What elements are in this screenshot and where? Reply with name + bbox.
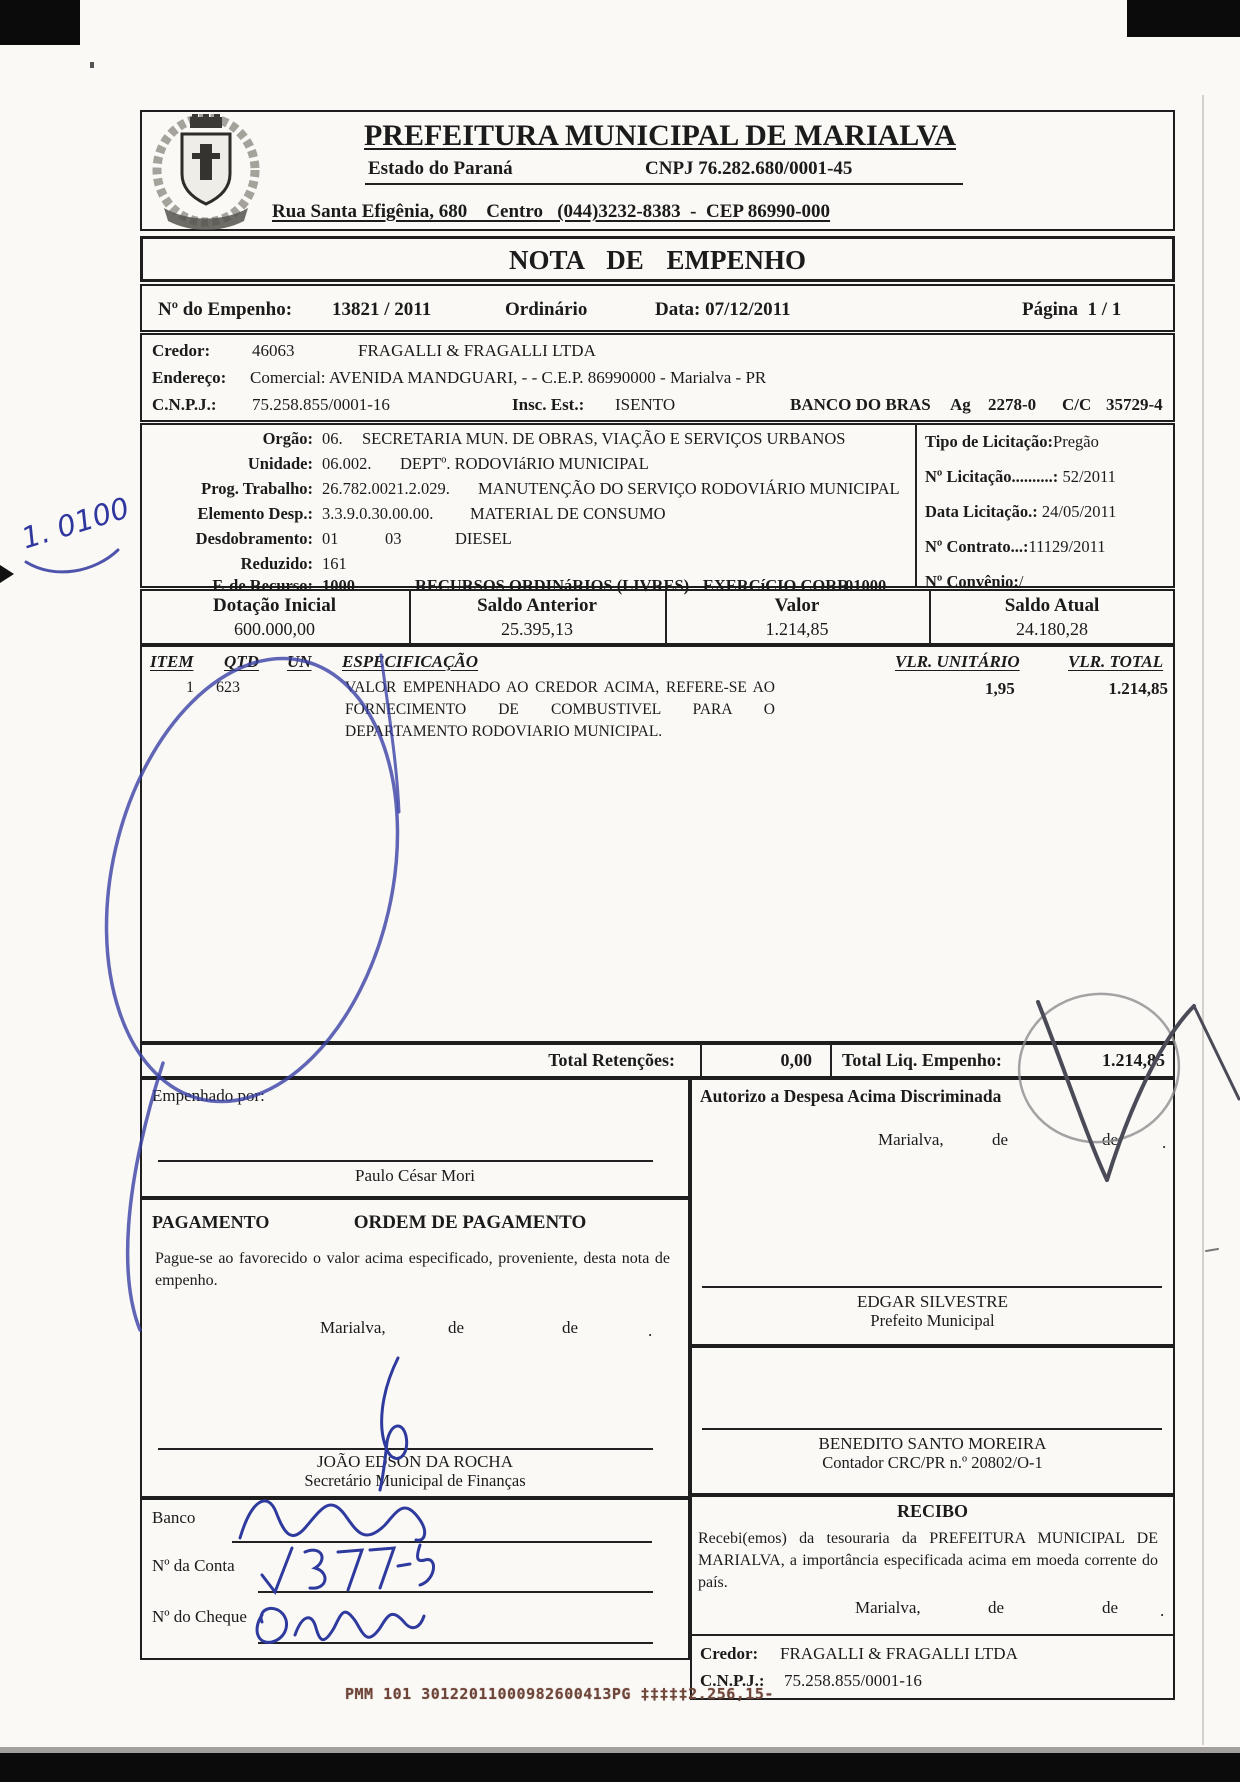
contador-nome: BENEDITO SANTO MOREIRA xyxy=(818,1434,1047,1453)
header-state-label: Estado do Paraná xyxy=(368,158,513,179)
autorizo-de1: de xyxy=(992,1130,1009,1149)
recibo-title: RECIBO xyxy=(896,1501,968,1521)
credor-label: Credor: xyxy=(152,341,211,360)
contrato-row xyxy=(925,538,1106,557)
prefeito-nome: EDGAR SILVESTRE xyxy=(857,1292,1008,1311)
banco-label: Banco xyxy=(152,1508,196,1527)
orcamento-divider xyxy=(915,423,917,588)
recibo-cnpj-value: 75.258.855/0001-16 xyxy=(784,1671,922,1690)
col-vlr-unitario-header: VLR. UNITÁRIO xyxy=(895,652,1020,671)
scan-artifact-left-arrow xyxy=(0,565,14,583)
valor-label: Valor xyxy=(774,595,820,616)
prog-trabalho-code: 26.782.0021.2.029. xyxy=(322,479,450,498)
empenhado-por-label: Empenhado por: xyxy=(152,1086,265,1105)
endereco-label: Endereço: xyxy=(152,368,227,387)
contrato-label: Nº Contrato...: xyxy=(925,537,1029,556)
document-title: NOTA DE EMPENHO xyxy=(508,245,807,275)
col-item-header: ITEM xyxy=(150,652,194,671)
desdobramento-code2: 03 xyxy=(385,529,402,548)
saldo-anterior-value: 25.395,13 xyxy=(501,619,573,639)
insc-value: ISENTO xyxy=(615,395,676,414)
recibo-credor-label: Credor: xyxy=(700,1644,759,1663)
total-liq-empenho-value: 1.214,85 xyxy=(1102,1050,1165,1070)
col-un-header: UN xyxy=(287,652,312,671)
credor-code: 46063 xyxy=(252,341,295,360)
cheque-fill-line xyxy=(258,1642,653,1644)
margin-note-underline xyxy=(26,550,118,572)
pagamento-dot: . xyxy=(648,1321,653,1340)
conta-fill-line xyxy=(258,1591,653,1593)
checkmark-stroke-3 xyxy=(1194,1006,1239,1099)
orgao-code: 06. xyxy=(322,429,343,448)
empenhado-signature-line xyxy=(158,1160,653,1162)
saldo-atual-value: 24.180,28 xyxy=(1016,619,1088,639)
reduzido-value: 161 xyxy=(322,554,347,573)
prefeito-signature-line xyxy=(702,1286,1162,1288)
contador-cargo: Contador CRC/PR n.º 20802/O-1 xyxy=(822,1453,1043,1472)
total-liq-empenho-label: Total Liq. Empenho: xyxy=(842,1050,1002,1070)
recibo-cnpj-label: C.N.P.J.: xyxy=(700,1671,765,1690)
scan-speck xyxy=(90,62,94,68)
licitacao-data-row xyxy=(925,503,1116,522)
cnpj-label: C.N.P.J.: xyxy=(152,395,217,414)
contador-signature-line xyxy=(702,1428,1162,1430)
autorizo-de2: de xyxy=(1102,1130,1119,1149)
handwritten-margin-note: 1. 0100 xyxy=(17,490,134,556)
desdobramento-desc: DIESEL xyxy=(455,529,512,548)
banco-name: BANCO DO BRAS xyxy=(790,395,931,414)
recibo-dot: . xyxy=(1160,1601,1165,1620)
scan-artifact-top-left xyxy=(0,0,80,45)
header-cnpj-label: CNPJ 76.282.680/0001-45 xyxy=(645,158,853,179)
total-retencoes-label: Total Retenções: xyxy=(548,1050,675,1070)
conta-corrente-value: 35729-4 xyxy=(1106,395,1163,414)
reduzido-label: Reduzido: xyxy=(240,554,313,573)
convenio-value: / xyxy=(1018,572,1024,591)
insc-label: Insc. Est.: xyxy=(512,395,585,414)
elemento-desp-code: 3.3.9.0.30.00.00. xyxy=(322,504,434,523)
endereco-value: Comercial: AVENIDA MANDGUARI, - - C.E.P. 86990000 - Marialva - PR xyxy=(250,368,767,387)
autorizo-cidade: Marialva, xyxy=(878,1130,944,1149)
col-vlr-total-header: VLR. TOTAL xyxy=(1068,652,1164,671)
header-title: PREFEITURA MUNICIPAL DE MARIALVA xyxy=(363,119,957,152)
municipal-coat-of-arms xyxy=(150,114,262,230)
prog-trabalho-label: Prog. Trabalho: xyxy=(201,479,313,498)
total-retencoes-value: 0,00 xyxy=(780,1050,812,1070)
banco-fill-line xyxy=(232,1541,652,1543)
empenho-page: Página 1 / 1 xyxy=(1022,299,1122,320)
header-underline xyxy=(365,183,963,185)
licitacao-num-label: Nº Licitação..........: xyxy=(925,467,1059,486)
unidade-desc: DEPTº. RODOVIáRIO MUNICIPAL xyxy=(400,454,649,473)
header-address: Rua Santa Efigênia, 680 Centro (044)3232-8383 - CEP 86990-000 xyxy=(272,201,831,222)
licitacao-tipo-label: Tipo de Licitação: xyxy=(925,432,1054,451)
dotacao-inicial-label: Dotação Inicial xyxy=(213,595,336,616)
recibo-credor-value: FRAGALLI & FRAGALLI LTDA xyxy=(780,1644,1018,1663)
saldo-atual-label: Saldo Atual xyxy=(1004,595,1100,616)
autorizo-title: Autorizo a Despesa Acima Discriminada xyxy=(700,1086,1002,1106)
saldo-anterior-label: Saldo Anterior xyxy=(477,595,597,616)
pagamento-title: PAGAMENTO xyxy=(152,1212,270,1232)
prog-trabalho-desc: MANUTENÇÃO DO SERVIÇO RODOVIÁRIO MUNICIPAL xyxy=(478,479,900,498)
autorizo-dot: . xyxy=(1162,1133,1167,1152)
col-qtd-header: QTD xyxy=(224,652,259,671)
pagamento-texto: Pague-se ao favorecido o valor acima especificado, proveniente, desta nota de empenho. xyxy=(155,1250,670,1289)
item-number: 1 xyxy=(186,679,194,696)
secretario-nome: JOÃO EDSON DA ROCHA xyxy=(317,1452,513,1471)
empenho-date: Data: 07/12/2011 xyxy=(655,299,791,320)
credor-name: FRAGALLI & FRAGALLI LTDA xyxy=(358,341,596,360)
dotacao-inicial-value: 600.000,00 xyxy=(234,619,315,639)
item-qtd: 623 xyxy=(216,679,240,696)
licitacao-tipo-value: Pregão xyxy=(1053,432,1099,451)
pen-dash xyxy=(1206,1249,1218,1251)
secretario-cargo: Secretário Municipal de Finanças xyxy=(304,1471,526,1490)
scan-artifact-top-right xyxy=(1127,0,1240,37)
convenio-label: Nº Convênio: xyxy=(925,572,1019,591)
dot-matrix-footer: PMM 101 30122011000982600413PG ‡‡‡‡‡2.256,15- xyxy=(345,1685,774,1703)
pagamento-de2: de xyxy=(562,1318,579,1337)
num-cheque-label: Nº do Cheque xyxy=(152,1607,247,1626)
licitacao-num-row xyxy=(925,468,1116,487)
empenho-number: 13821 / 2011 xyxy=(332,299,432,320)
licitacao-data-value: 24/05/2011 xyxy=(1037,502,1117,521)
totais-divider-2 xyxy=(830,1043,832,1078)
conta-corrente-label: C/C xyxy=(1062,395,1092,414)
orgao-label: Orgão: xyxy=(262,429,313,448)
ordem-pagamento-title: ORDEM DE PAGAMENTO xyxy=(353,1212,587,1233)
pagamento-de1: de xyxy=(448,1318,465,1337)
prefeito-cargo: Prefeito Municipal xyxy=(870,1311,995,1330)
empenhado-nome: Paulo César Mori xyxy=(355,1166,475,1185)
elemento-desp-desc: MATERIAL DE CONSUMO xyxy=(470,504,666,523)
item-vlr-total: 1.214,85 xyxy=(1108,679,1168,698)
elemento-desp-label: Elemento Desp.: xyxy=(197,504,313,523)
contrato-value: 11129/2011 xyxy=(1028,537,1106,556)
recibo-de2: de xyxy=(1102,1598,1119,1617)
recibo-texto: Recebi(emos) da tesouraria da PREFEITURA MUNICIPAL DE MARIALVA, a importância especificada acima em moeda corrente do país. xyxy=(698,1530,1158,1591)
valor-value: 1.214,85 xyxy=(765,619,829,639)
desdobramento-code1: 01 xyxy=(322,529,339,548)
recurso-desc: RECURSOS ORDINáRIOS (LIVRES) - EXERCíCIO CORR xyxy=(415,576,850,595)
banco-box xyxy=(140,1498,690,1660)
desdobramento-label: Desdobramento: xyxy=(195,529,313,548)
item-descricao: VALOR EMPENHADO AO CREDOR ACIMA, REFERE-SE AO FORNECIMENTO DE COMBUSTIVEL PARA O DEPARTAMENTO RODOVIARIO MUNICIPAL. xyxy=(345,679,775,740)
unidade-label: Unidade: xyxy=(247,454,313,473)
recibo-cidade: Marialva, xyxy=(855,1598,921,1617)
recibo-divider xyxy=(692,1634,1173,1636)
agencia-value: 2278-0 xyxy=(988,395,1037,414)
empenho-type: Ordinário xyxy=(505,299,588,320)
recurso-label: F. de Recurso: xyxy=(212,576,313,595)
orgao-desc: SECRETARIA MUN. DE OBRAS, VIAÇÃO E SERVIÇOS URBANOS xyxy=(362,429,846,448)
scan-artifact-bottom-bar xyxy=(0,1753,1240,1782)
pagamento-signature-line xyxy=(158,1448,653,1450)
pagamento-cidade: Marialva, xyxy=(320,1318,386,1337)
col-especificacao-header: ESPECIFICAÇÃO xyxy=(342,652,479,671)
recibo-de1: de xyxy=(988,1598,1005,1617)
licitacao-tipo-row xyxy=(925,433,1099,452)
recurso-num: 01000 xyxy=(845,576,887,595)
num-conta-label: Nº da Conta xyxy=(152,1556,235,1575)
recurso-code: 1000 xyxy=(322,576,355,595)
licitacao-data-label: Data Licitação.: xyxy=(925,502,1038,521)
empenho-number-label: Nº do Empenho: xyxy=(158,299,293,320)
page-edge xyxy=(1202,95,1204,1745)
licitacao-num-value: 52/2011 xyxy=(1058,467,1116,486)
unidade-code: 06.002. xyxy=(322,454,372,473)
cnpj-value: 75.258.855/0001-16 xyxy=(252,395,390,414)
item-vlr-unitario: 1,95 xyxy=(985,679,1015,698)
agencia-label: Ag xyxy=(950,395,971,414)
